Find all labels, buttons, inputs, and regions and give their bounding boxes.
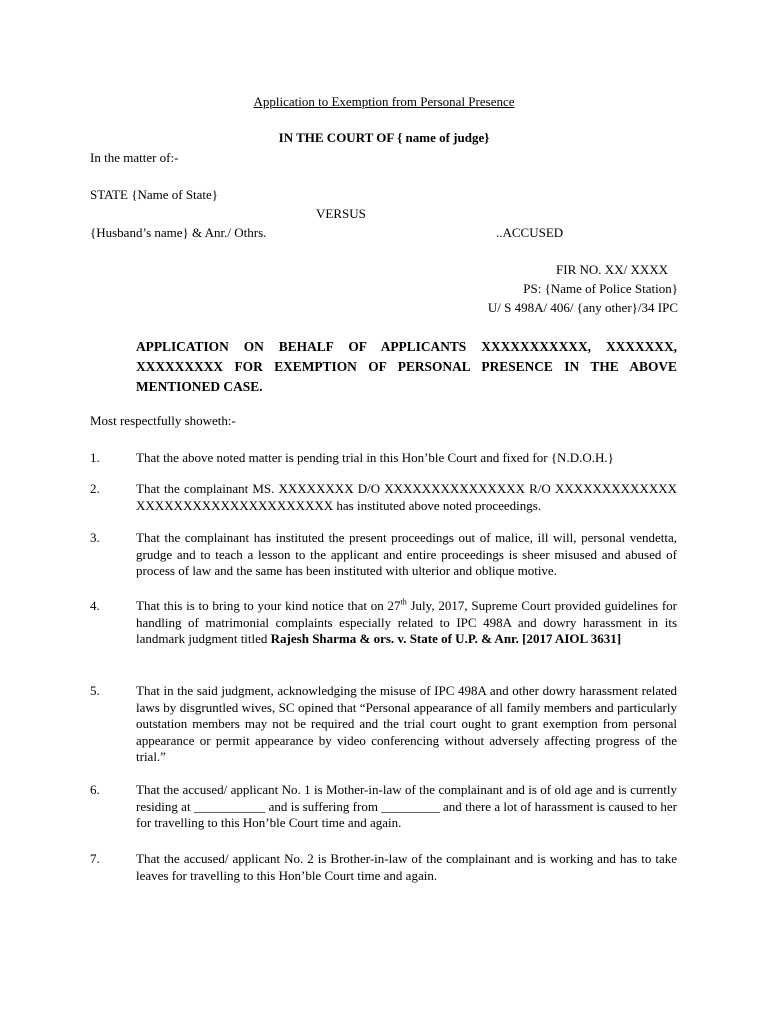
paragraph-text: That in the said judgment, acknowledging the misuse of IPC 498A and other dowry harassment related laws by disgruntled wives, SC opined that “Personal appearance of all family members and particularly outstation members may not be required and the trial court ought to grant exemption from personal appearance or permit appearance by video conferencing without adversely affecting progress of the trial.” xyxy=(136,683,677,764)
paragraph-number: 3. xyxy=(90,530,100,545)
paragraph-text: That the accused/ applicant No. 1 is Mother-in-law of the complainant and is of old age and is currently residing at ___________ and is suffering from _________ and there a lot of harassment is caused to her for travelling to this Hon’ble Court time and again. xyxy=(136,782,677,830)
state-line: STATE {Name of State} xyxy=(90,187,219,202)
paragraph-text: That the complainant has instituted the present proceedings out of malice, ill will, personal vendetta, grudge and to teach a lesson to the applicant and entire proceedings is sheer misused and abused of process of law and the same has been instituted with ulterior and oblique motive. xyxy=(136,530,677,578)
case-citation: Rajesh Sharma & ors. v. State of U.P. & Anr. [2017 AIOL 3631] xyxy=(270,631,622,646)
date-suffix: th xyxy=(400,597,407,607)
police-station: PS: {Name of Police Station} xyxy=(523,281,678,296)
document-title: Application to Exemption from Personal Presence xyxy=(253,94,515,109)
paragraph-number: 7. xyxy=(90,851,100,866)
paragraph-text-middle: July, 2017, Supreme Court provided guidelines for handling of matrimonial complaints especially related to IPC 498A and dowry harassment in its landmark judgment titled xyxy=(136,598,678,646)
matter-line: In the matter of:- xyxy=(90,150,179,165)
court-heading: IN THE COURT OF { name of judge} xyxy=(278,130,490,145)
paragraph-text-start: That this is to bring to your kind notice that on 27 xyxy=(136,598,401,613)
sections-line: U/ S 498A/ 406/ {any other}/34 IPC xyxy=(487,300,678,315)
paragraph-text: That the above noted matter is pending trial in this Hon’ble Court and fixed for {N.D.O.H.} xyxy=(136,450,614,465)
paragraph-number: 6. xyxy=(90,782,100,797)
husband-line: {Husband’s name} & Anr./ Othrs. xyxy=(90,225,267,240)
paragraph-text xyxy=(136,598,677,648)
paragraph-text: That the accused/ applicant No. 2 is Brother-in-law of the complainant and is working and has to take leaves for travelling to this Hon’ble Court time and again. xyxy=(136,851,677,883)
accused-label: ..ACCUSED xyxy=(496,225,564,240)
versus-line: VERSUS xyxy=(316,206,366,221)
showeth-line: Most respectfully showeth:- xyxy=(90,413,236,428)
paragraph-number: 2. xyxy=(90,481,100,496)
paragraph-number: 4. xyxy=(90,598,100,613)
paragraph-number: 5. xyxy=(90,683,100,698)
application-heading: APPLICATION ON BEHALF OF APPLICANTS XXXXXXXXXXX, XXXXXXX, XXXXXXXXX FOR EXEMPTION OF PERSONAL PRESENCE IN THE ABOVE MENTIONED CASE. xyxy=(136,339,677,394)
paragraph-number: 1. xyxy=(90,450,100,465)
fir-number: FIR NO. XX/ XXXX xyxy=(556,262,668,277)
paragraph-text: That the complainant MS. XXXXXXXX D/O XXXXXXXXXXXXXXX R/O XXXXXXXXXXXXXXXXXXXXXXXXXXXXXXXXXX has instituted above noted proceedings. xyxy=(136,481,677,513)
